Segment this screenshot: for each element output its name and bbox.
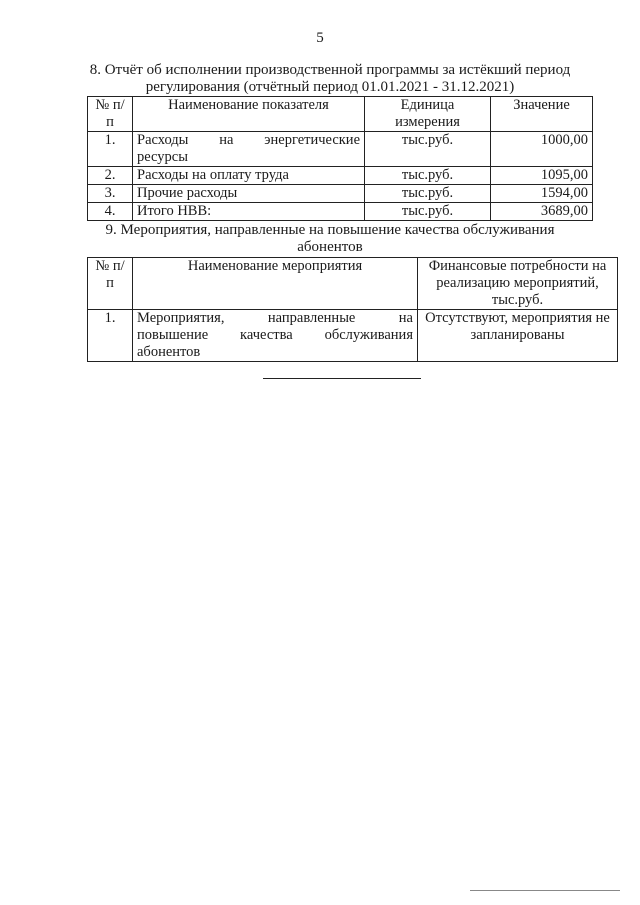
column-header-name: Наименование мероприятия bbox=[133, 258, 418, 310]
section-8-heading-line1: 8. Отчёт об исполнении производственной программы за истёкший период bbox=[89, 62, 571, 78]
row-name: Прочие расходы bbox=[133, 185, 365, 203]
column-header-name: Наименование показателя bbox=[133, 97, 365, 132]
row-num: 2. bbox=[88, 167, 133, 185]
column-header-value: Значение bbox=[491, 97, 593, 132]
row-unit: тыс.руб. bbox=[365, 185, 491, 203]
row-name-line1: Расходы на энергетические bbox=[137, 132, 360, 148]
page-number: 5 bbox=[316, 30, 324, 46]
corner-mark bbox=[470, 890, 620, 891]
row-value: 1000,00 bbox=[491, 132, 593, 167]
section-9-heading-line1: 9. Мероприятия, направленные на повышение качества обслуживания bbox=[105, 222, 555, 238]
row-num: 4. bbox=[88, 203, 133, 221]
row-unit: тыс.руб. bbox=[365, 167, 491, 185]
production-program-table bbox=[87, 96, 593, 221]
section-9-heading bbox=[70, 222, 590, 256]
table-row bbox=[88, 132, 593, 167]
row-value: 1095,00 bbox=[491, 167, 593, 185]
end-rule bbox=[263, 378, 421, 379]
row-num: 1. bbox=[88, 132, 133, 167]
table-header-row bbox=[88, 258, 618, 310]
row-value: 1594,00 bbox=[491, 185, 593, 203]
row-num: 1. bbox=[88, 310, 133, 362]
row-name-line3: абонентов bbox=[137, 344, 201, 360]
table-row bbox=[88, 203, 593, 221]
row-name-line2: ресурсы bbox=[137, 149, 188, 165]
table-header-row bbox=[88, 97, 593, 132]
table-row bbox=[88, 167, 593, 185]
section-8-heading-line2: регулирования (отчётный период 01.01.2021 - 31.12.2021) bbox=[145, 79, 515, 95]
row-name bbox=[133, 310, 418, 362]
table-row bbox=[88, 310, 618, 362]
section-8-heading bbox=[70, 62, 590, 96]
row-name: Итого НВВ: bbox=[133, 203, 365, 221]
section-9-heading-line2: абонентов bbox=[297, 239, 363, 255]
row-unit: тыс.руб. bbox=[365, 132, 491, 167]
column-header-num: № п/п bbox=[88, 258, 133, 310]
table-row bbox=[88, 185, 593, 203]
service-quality-measures-table bbox=[87, 257, 618, 362]
row-name: Расходы на оплату труда bbox=[133, 167, 365, 185]
row-name-line1: Мероприятия, направленные на bbox=[137, 310, 413, 326]
row-value: 3689,00 bbox=[491, 203, 593, 221]
row-num: 3. bbox=[88, 185, 133, 203]
column-header-unit: Единица измерения bbox=[365, 97, 491, 132]
row-name bbox=[133, 132, 365, 167]
column-header-num: № п/п bbox=[88, 97, 133, 132]
column-header-finance: Финансовые потребности на реализацию мероприятий, тыс.руб. bbox=[418, 258, 618, 310]
row-finance: Отсутствуют, мероприятия не запланированы bbox=[418, 310, 618, 362]
row-unit: тыс.руб. bbox=[365, 203, 491, 221]
row-name-line2: повышение качества обслуживания bbox=[137, 327, 413, 343]
